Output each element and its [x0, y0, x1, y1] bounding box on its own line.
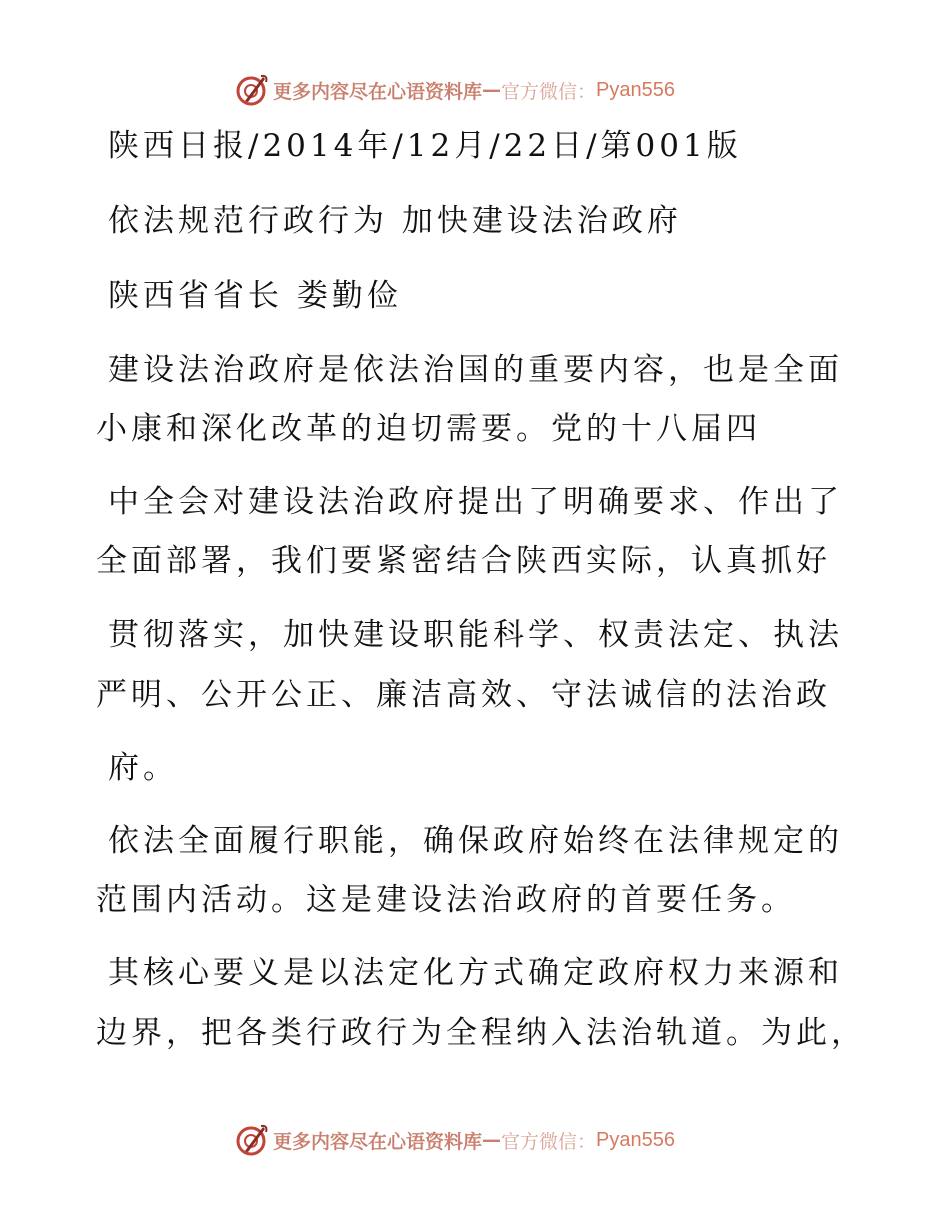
body-line: 府。: [108, 750, 178, 786]
body-line: 依法全面履行职能，确保政府始终在法律规定的: [108, 823, 843, 859]
body-line: 边界，把各类行政行为全程纳入法治轨道。为此，: [96, 1015, 866, 1051]
watermark-header: [235, 72, 675, 108]
body-line: 小康和深化改革的迫切需要。党的十八届四: [96, 411, 761, 447]
watermark-wechat-label: 官方微信：: [501, 1130, 597, 1153]
body-line: 其核心要义是以法定化方式确定政府权力来源和: [108, 955, 843, 991]
dateline: 陕西日报/2014年/12月/22日/第001版: [108, 128, 742, 164]
watermark-wechat-id: Pyan556: [596, 78, 675, 101]
watermark-footer: [235, 1122, 675, 1158]
byline: 陕西省省长 娄勤俭: [108, 278, 402, 314]
watermark-main-text: 更多内容尽在心语资料库: [273, 80, 483, 103]
body-line: 全面部署，我们要紧密结合陕西实际，认真抓好: [96, 543, 831, 579]
body-line: 严明、公开公正、廉洁高效、守法诚信的法治政: [96, 677, 831, 713]
watermark-wechat-label: 官方微信：: [501, 80, 597, 103]
quill-logo-icon: [235, 1123, 269, 1157]
quill-logo-icon: [235, 73, 269, 107]
body-line: 范围内活动。这是建设法治政府的首要任务。: [96, 882, 796, 918]
watermark-main-text: 更多内容尽在心语资料库: [273, 1130, 483, 1153]
watermark-wechat-id: Pyan556: [596, 1128, 675, 1151]
watermark-dash: —: [482, 79, 502, 101]
body-line: 贯彻落实，加快建设职能科学、权责法定、执法: [108, 617, 843, 653]
watermark-dash: —: [482, 1129, 502, 1151]
headline: 依法规范行政行为 加快建设法治政府: [108, 203, 682, 239]
body-line: 中全会对建设法治政府提出了明确要求、作出了: [108, 484, 843, 520]
body-line: 建设法治政府是依法治国的重要内容，也是全面: [108, 352, 843, 388]
